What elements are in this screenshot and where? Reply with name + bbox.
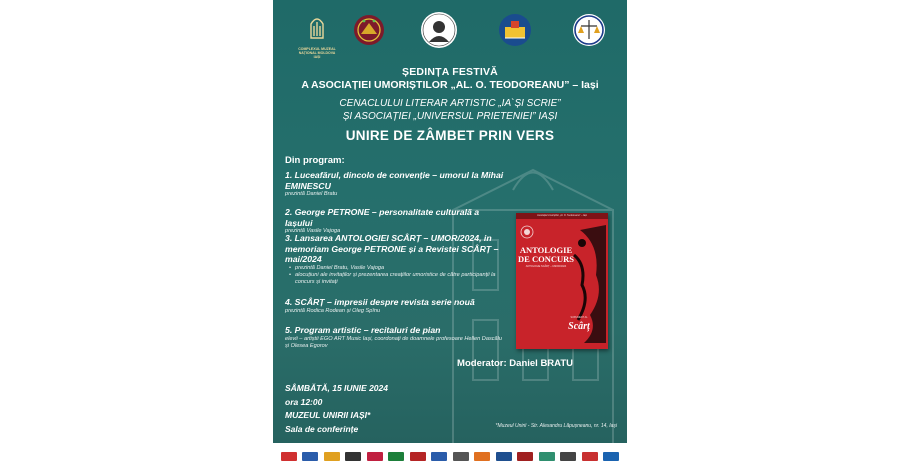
sponsor-logo xyxy=(474,452,490,461)
event-room: Sala de conferințe xyxy=(285,423,359,434)
book-seal-icon xyxy=(520,225,534,239)
program-item-bullet: • alocuțiuni ale invitaților și prezentarea creațiilor umoristice de către participanții la concurs și invitați xyxy=(285,272,505,286)
sponsor-logo xyxy=(302,452,318,461)
sponsor-logo xyxy=(560,452,576,461)
sponsor-logo xyxy=(603,452,619,461)
title-line-4: ȘI ASOCIAȚIEI „UNIVERSUL PRIETENIEI” IAȘI xyxy=(342,111,558,122)
ego-art-logo xyxy=(351,12,387,48)
sponsor-logo xyxy=(410,452,426,461)
program-item-title: 2. George PETRONE – personalitate culturală a Iașului xyxy=(285,207,480,228)
program-item-title: 3. Lansarea ANTOLOGIEI SCÂRȚ – UMOR/2024, in memoriam George PETRONE și a Revistei SCÂRȚ – mai/2024 xyxy=(285,233,499,264)
event-title: UNIRE DE ZÂMBET PRIN VERS xyxy=(345,128,555,143)
program-heading: Din program: xyxy=(285,155,345,166)
complex-muzeal-logo xyxy=(299,12,335,48)
sponsor-logo xyxy=(496,452,512,461)
program-item-2 xyxy=(285,207,505,235)
sponsor-logo xyxy=(453,452,469,461)
venue-address: *Muzeul Unirii - Str. Alexandru Lăpușneanu, nr. 14, Iași xyxy=(495,423,617,429)
palace-logo xyxy=(497,12,533,48)
event-time: ora 12:00 xyxy=(285,396,323,407)
book-header: Asociația Umoriștilor „Al. O. Teodoreanu” – Iași xyxy=(537,214,587,217)
program-item-1 xyxy=(285,170,505,198)
sponsor-logo xyxy=(388,452,404,461)
book-subtitle: ANTOLOGIE SCÂRȚ – UMOR/2024 xyxy=(525,265,567,268)
complex-muzeal-caption: COMPLEXUL MUZEAL NAȚIONAL MOLDOVA IAȘI xyxy=(298,47,336,59)
sponsor-strip xyxy=(273,443,627,474)
program-item-title: 4. SCÂRȚ – impresii despre revista serie nouă xyxy=(285,297,475,307)
title-line-3: CENACLULUI LITERAR ARTISTIC „IA`ȘI SCRIE” xyxy=(339,98,561,109)
sponsor-logo xyxy=(324,452,340,461)
event-details xyxy=(285,382,445,436)
partner-logos xyxy=(273,8,627,59)
program-item-presenter: elevii – artiștii EGO ART Music Iași, coordonați de doamnele profesoare Hellen Dascălu și Olesea Egorov xyxy=(285,335,503,349)
program-item-5 xyxy=(285,325,505,350)
program-item-4 xyxy=(285,297,505,315)
book-supplement: SUPLIMENT AL xyxy=(570,316,588,319)
sponsor-logo xyxy=(345,452,361,461)
sponsor-logo xyxy=(281,452,297,461)
program-item-presenter: prezintă Daniel Bratu xyxy=(285,191,338,197)
teodoreanu-portrait-logo xyxy=(421,12,457,48)
program-item-bullet: • prezintă Daniel Bratu, Vasile Vajoga xyxy=(285,265,505,272)
moderator: Moderator: Daniel BRATU xyxy=(457,358,573,369)
program-item-title: 5. Program artistic – recitaluri de pian xyxy=(285,325,441,335)
anthology-book-cover xyxy=(516,213,608,349)
program-item-presenter: prezintă Vasile Vajoga xyxy=(285,228,341,234)
sponsor-logo xyxy=(539,452,555,461)
title-line-1: ȘEDINȚA FESTIVĂ xyxy=(402,66,498,78)
sponsor-logo xyxy=(431,452,447,461)
book-title: ANTOLOGIE DE CONCURS xyxy=(518,245,574,264)
sponsor-logo xyxy=(367,452,383,461)
sponsor-logo xyxy=(582,452,598,461)
program-item-title: 1. Luceafărul, dincolo de convenție – umorul la Mihai EMINESCU xyxy=(285,170,504,191)
event-poster xyxy=(273,0,627,474)
title-line-2: A ASOCIAȚIEI UMORIȘTILOR „AL. O. TEODOREANU” – Iași xyxy=(301,79,599,91)
event-date: SÂMBĂTĂ, 15 IUNIE 2024 xyxy=(285,383,388,393)
scales-logo xyxy=(571,12,607,48)
program-item-3 xyxy=(285,233,505,286)
book-logo: Scârț xyxy=(568,321,590,332)
event-venue: MUZEUL UNIRII IAȘI* xyxy=(285,410,371,420)
program-item-presenter: prezintă Rodica Rodean și Oleg Spînu xyxy=(285,307,381,314)
sponsor-logo xyxy=(517,452,533,461)
